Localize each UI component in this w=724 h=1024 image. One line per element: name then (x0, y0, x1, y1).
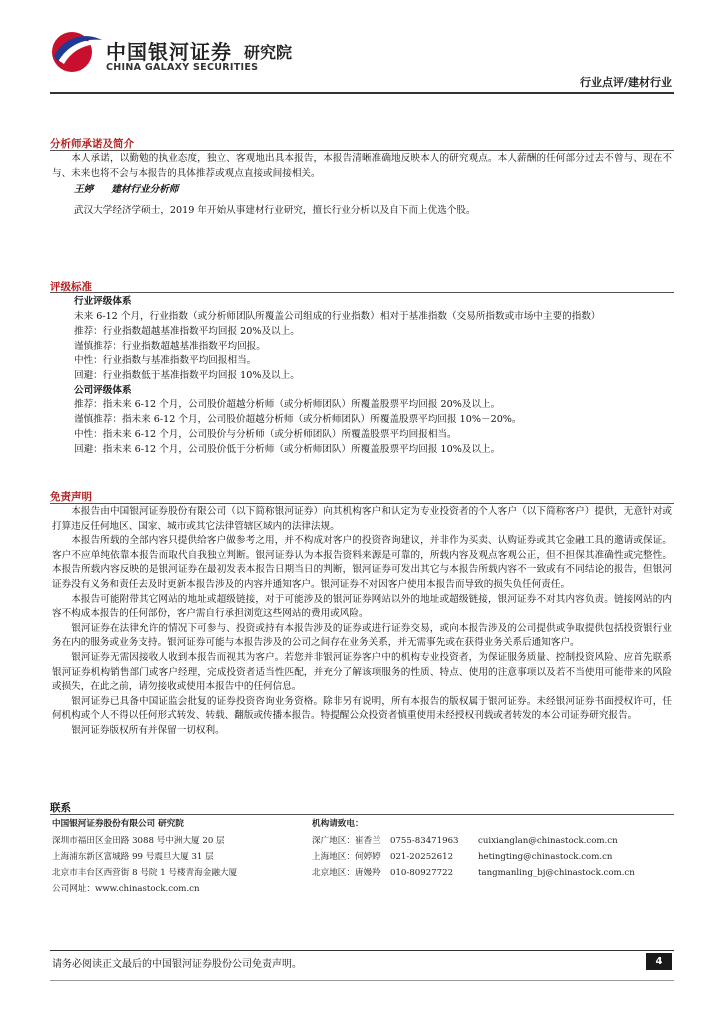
company-logo-icon (50, 30, 102, 74)
logo-english-name: CHINA GALAXY SECURITIES (106, 62, 259, 73)
sales-phone: 0755-83471963 (390, 836, 459, 846)
company-rating-line: 谨慎推荐：指未来 6-12 个月，公司股价超越分析师（或分析师团队）所覆盖股票平均回报 10%－20%。 (74, 414, 522, 425)
analyst-section-divider (50, 150, 674, 151)
industry-rating-title: 行业评级体系 (74, 296, 132, 307)
analyst-role: 建材行业分析师 (111, 184, 179, 195)
disclaimer-paragraph: 银河证券无需因接收人收到本报告而视其为客户。若您并非银河证券客户中的机构专业投资者，为保证服务质量、控制投资风险、应首先联系银河证券机构销售部门或客户经理，完成投资者适当性匹配，并充分了解该项服务的性质、特点、使用的注意事项以及若不当使用可能带来的风险或损失，在此之前，请勿接收或使用本报告中的任何信息。 (52, 651, 672, 693)
sales-email-link[interactable]: hetingting@chinastock.com.cn (478, 852, 613, 862)
contact-address: 深圳市福田区金田路 3088 号中洲大厦 20 层 (52, 836, 225, 846)
page-number: 4 (646, 953, 672, 970)
bottom-divider (50, 980, 674, 981)
sales-name: 何婷婷 (354, 852, 381, 862)
contact-section-title: 联系 (50, 802, 71, 814)
footer-disclaimer-notice: 请务必阅读正文最后的中国银河证券股份公司免责声明。 (52, 959, 302, 970)
logo-department: 研究院 (244, 43, 293, 62)
sales-region: 北京地区： (312, 868, 355, 878)
analyst-name-line (74, 183, 178, 198)
contact-address: 上海浦东新区富城路 99 号震旦大厦 31 层 (52, 852, 214, 862)
disclaimer-paragraph: 本报告可能附带其它网站的地址或超级链接，对于可能涉及的银河证券网站以外的地址或超级链接，银河证券不对其内容负责。链接网站的内容不构成本报告的任何部份，客户需自行承担浏览这些网站的费用或风险。 (52, 593, 672, 620)
analyst-section-title: 分析师承诺及简介 (50, 138, 134, 150)
disclaimer-paragraph: 银河证券已具备中国证监会批复的证券投资咨询业务资格。除非另有说明，所有本报告的版权属于银河证券。未经银河证券书面授权许可，任何机构或个人不得以任何形式转发、转载、翻版或传播本报告。特提醒公众投资者慎重使用未经授权刊载或者转发的本公司证券研究报告。 (52, 695, 672, 722)
sales-phone: 021-20252612 (390, 852, 454, 862)
analyst-commitment (52, 152, 672, 181)
industry-rating-line: 未来 6-12 个月，行业指数（或分析师团队所覆盖公司组成的行业指数）相对于基准指数（交易所指数或市场中主要的指数） (74, 311, 601, 322)
company-rating-line: 回避：指未来 6-12 个月，公司股价低于分析师（或分析师团队）所覆盖股票平均回报 10%及以上。 (74, 444, 501, 455)
disclaimer-section-title: 免责声明 (50, 491, 92, 503)
sales-region: 上海地区： (312, 852, 355, 862)
analyst-commitment-text: 本人承诺，以勤勉的执业态度，独立、客观地出具本报告，本报告清晰准确地反映本人的研究观点。本人薪酬的任何部分过去不曾与、现在不与、未来也将不会与本报告的具体推荐或观点直接或间接相关。 (52, 153, 672, 179)
sales-contact-row (312, 834, 381, 849)
disclaimer-section-divider (50, 503, 674, 504)
industry-rating-line: 推荐：行业指数超越基准指数平均回报 20%及以上。 (74, 326, 300, 337)
contact-address: 北京市丰台区西营街 8 号院 1 号楼青海金融大厦 (52, 868, 238, 878)
rating-section-title: 评级标准 (50, 281, 92, 293)
sales-region: 深广地区： (312, 836, 355, 846)
rating-section-divider (50, 292, 674, 293)
sales-contact-row (312, 850, 381, 865)
sales-name: 崔香兰 (354, 836, 381, 846)
industry-rating-line: 谨慎推荐：行业指数超越基准指数平均回报。 (74, 341, 266, 352)
disclaimer-paragraph: 本报告由中国银河证券股份有限公司（以下简称银河证券）向其机构客户和认定为专业投资者的个人客户（以下简称客户）提供，无意针对或打算违反任何地区、国家、城市或其它法律管辖区域内的法律法规。 (52, 506, 672, 532)
industry-rating-line: 中性：行业指数与基准指数平均回报相当。 (74, 355, 257, 366)
contact-company: 中国银河证券股份有限公司 研究院 (52, 819, 184, 829)
logo-company-name: 中国银河证券 (106, 40, 232, 64)
sales-email-link[interactable]: tangmanling_bj@chinastock.com.cn (478, 868, 635, 878)
disclaimer-body (52, 505, 672, 739)
disclaimer-paragraph: 本报告所载的全部内容只提供给客户做参考之用，并不构成对客户的投资咨询建议，并非作为买卖、认购证券或其它金融工具的邀请或保证。客户不应单纯依靠本报告而取代自我独立判断。银河证券认为本报告资料来源是可靠的，所载内容及观点客观公正，但不担保其准确性或完整性。本报告所载内容反映的是银河证券在最初发表本报告日期当日的判断，银河证券可发出其它与本报告所载内容不一致或有不同结论的报告，但银河证券没有义务和责任去及时更新本报告涉及的内容并通知客户。银河证券不对因客户使用本报告而导致的损失负任何责任。 (52, 535, 672, 590)
analyst-name: 王婷 (74, 184, 94, 195)
sales-contact-title: 机构请致电： (312, 819, 364, 829)
footer-divider (50, 950, 674, 951)
disclaimer-paragraph: 银河证券在法律允许的情况下可参与、投资或持有本报告涉及的证券或进行证券交易，或向本报告涉及的公司提供或争取提供包括投资银行业务在内的服务或业务支持。银河证券可能与本报告涉及的公司之间存在业务关系，并无需事先或在获得业务关系后通知客户。 (52, 622, 672, 649)
industry-rating-line: 回避：行业指数低于基准指数平均回报 10%及以上。 (74, 370, 300, 381)
contact-section-divider (50, 814, 674, 815)
analyst-bio: 武汉大学经济学硕士，2019 年开始从事建材行业研究，擅长行业分析以及自下而上优选个股。 (74, 205, 476, 216)
sales-phone: 010-80927722 (390, 868, 454, 878)
header-divider (50, 92, 674, 94)
sales-name: 唐嫚羚 (354, 868, 381, 878)
report-type-label: 行业点评/建材行业 (579, 76, 672, 89)
sales-email-link[interactable]: cuixianglan@chinastock.com.cn (478, 836, 618, 846)
disclaimer-paragraph: 银河证券版权所有并保留一切权利。 (71, 724, 225, 736)
company-rating-title: 公司评级体系 (74, 385, 132, 396)
sales-contact-row (312, 866, 381, 881)
company-rating-line: 推荐：指未来 6-12 个月，公司股价超越分析师（或分析师团队）所覆盖股票平均回报 20%及以上。 (74, 399, 501, 410)
company-website-link[interactable]: 公司网址：www.chinastock.com.cn (52, 884, 200, 894)
company-rating-line: 中性：指未来 6-12 个月，公司股价与分析师（或分析师团队）所覆盖股票平均回报相当。 (74, 429, 457, 440)
